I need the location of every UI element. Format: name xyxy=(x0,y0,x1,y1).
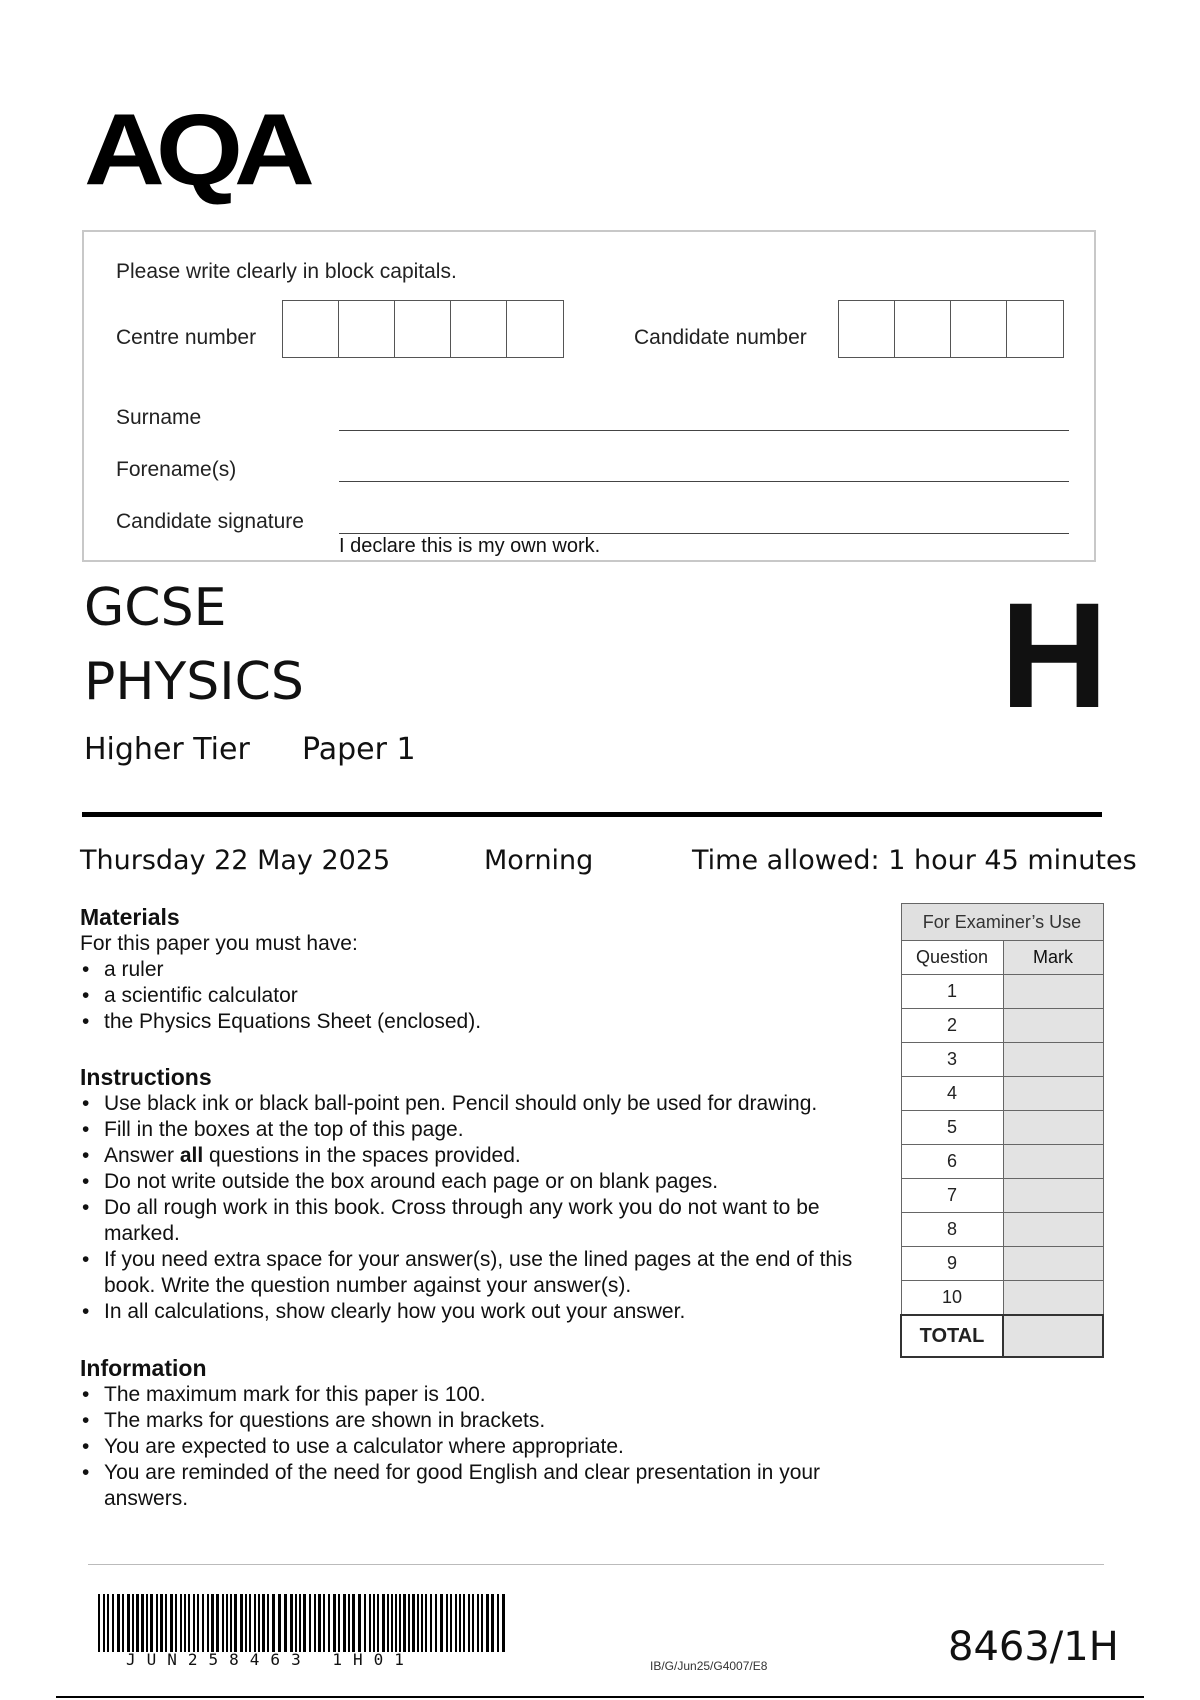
forenames-line[interactable] xyxy=(339,481,1069,482)
centre-digit-box[interactable] xyxy=(507,301,563,357)
centre-digit-box[interactable] xyxy=(283,301,339,357)
centre-number-boxes[interactable] xyxy=(282,300,564,358)
list-item: • The maximum mark for this paper is 100. xyxy=(80,1382,840,1408)
list-item: • Fill in the boxes at the top of this page. xyxy=(80,1117,870,1143)
candidate-digit-box[interactable] xyxy=(1007,301,1063,357)
table-row xyxy=(901,1009,1103,1043)
block-capitals-instruction: Please write clearly in block capitals. xyxy=(116,260,457,283)
question-number: 10 xyxy=(901,1281,1003,1316)
table-row xyxy=(901,1111,1103,1145)
centre-digit-box[interactable] xyxy=(451,301,507,357)
document-reference: IB/G/Jun25/G4007/E8 xyxy=(650,1659,768,1673)
mark-cell[interactable] xyxy=(1003,1145,1103,1179)
centre-digit-box[interactable] xyxy=(395,301,451,357)
mark-cell[interactable] xyxy=(1003,975,1103,1009)
signature-line[interactable] xyxy=(339,533,1069,534)
mark-cell[interactable] xyxy=(1003,1213,1103,1247)
list-item xyxy=(80,1143,870,1169)
mark-cell[interactable] xyxy=(1003,1247,1103,1281)
table-row xyxy=(901,1281,1103,1316)
candidate-details-box xyxy=(82,230,1096,562)
question-number: 5 xyxy=(901,1111,1003,1145)
centre-number-label: Centre number xyxy=(116,326,257,349)
list-item: • The marks for questions are shown in brackets. xyxy=(80,1408,840,1434)
time-allowed: Time allowed: 1 hour 45 minutes xyxy=(692,845,1137,876)
candidate-digit-box[interactable] xyxy=(895,301,951,357)
table-row xyxy=(901,1213,1103,1247)
subject-title: PHYSICS xyxy=(84,652,304,712)
list-item: • You are reminded of the need for good English and clear presentation in your answers. xyxy=(80,1460,840,1512)
list-item-text: Answer xyxy=(104,1144,180,1167)
question-number: 1 xyxy=(901,975,1003,1009)
tier-letter: H xyxy=(1000,571,1109,739)
examiner-use-table xyxy=(900,903,1104,1358)
examiner-use-heading: For Examiner’s Use xyxy=(901,904,1103,941)
question-number: 6 xyxy=(901,1145,1003,1179)
paper-code: 8463/1H xyxy=(948,1624,1119,1670)
candidate-digit-box[interactable] xyxy=(951,301,1007,357)
question-number: 8 xyxy=(901,1213,1003,1247)
question-number: 7 xyxy=(901,1179,1003,1213)
mark-cell[interactable] xyxy=(1003,1179,1103,1213)
total-mark-cell[interactable] xyxy=(1003,1315,1103,1357)
materials-intro: For this paper you must have: xyxy=(80,932,358,955)
tier-label: Higher Tier xyxy=(84,732,250,767)
table-row xyxy=(901,1043,1103,1077)
signature-label: Candidate signature xyxy=(116,510,304,533)
mark-column-header: Mark xyxy=(1003,941,1103,975)
question-column-header: Question xyxy=(901,941,1003,975)
declaration-text: I declare this is my own work. xyxy=(339,535,601,557)
centre-digit-box[interactable] xyxy=(339,301,395,357)
surname-line[interactable] xyxy=(339,430,1069,431)
list-item: • In all calculations, show clearly how you work out your answer. xyxy=(80,1299,870,1325)
table-row xyxy=(901,1247,1103,1281)
table-row xyxy=(901,1179,1103,1213)
qualification-title: GCSE xyxy=(84,578,227,638)
exam-date: Thursday 22 May 2025 xyxy=(80,845,391,876)
list-item: • You are expected to use a calculator where appropriate. xyxy=(80,1434,840,1460)
question-number: 2 xyxy=(901,1009,1003,1043)
exam-session: Morning xyxy=(484,845,594,876)
candidate-digit-box[interactable] xyxy=(839,301,895,357)
materials-heading: Materials xyxy=(80,904,180,930)
title-divider xyxy=(82,812,1102,817)
list-item: • a ruler xyxy=(80,957,880,983)
emphasis-all: all xyxy=(179,1144,204,1167)
mark-cell[interactable] xyxy=(1003,1111,1103,1145)
question-number: 9 xyxy=(901,1247,1003,1281)
table-row xyxy=(901,1077,1103,1111)
bottom-divider xyxy=(56,1696,1144,1698)
mark-cell[interactable] xyxy=(1003,1043,1103,1077)
list-item-text: questions in the spaces provided. xyxy=(203,1144,521,1167)
list-item: • If you need extra space for your answer(s), use the lined pages at the end of this book. Write the question number against your answer(s). xyxy=(80,1247,870,1299)
table-row xyxy=(901,1145,1103,1179)
paper-label: Paper 1 xyxy=(302,732,416,767)
aqa-logo: AQA xyxy=(84,93,306,207)
mark-cell[interactable] xyxy=(1003,1077,1103,1111)
candidate-number-label: Candidate number xyxy=(634,326,807,349)
barcode-icon xyxy=(98,1594,508,1652)
mark-cell[interactable] xyxy=(1003,1281,1103,1316)
list-item: • Use black ink or black ball-point pen. Pencil should only be used for drawing. xyxy=(80,1091,870,1117)
instructions-section xyxy=(80,1064,870,1325)
list-item: • a scientific calculator xyxy=(80,983,880,1009)
mark-cell[interactable] xyxy=(1003,1009,1103,1043)
candidate-number-boxes[interactable] xyxy=(838,300,1064,358)
question-number: 4 xyxy=(901,1077,1003,1111)
forenames-label: Forename(s) xyxy=(116,458,237,481)
table-row xyxy=(901,975,1103,1009)
surname-label: Surname xyxy=(116,406,202,429)
information-heading: Information xyxy=(80,1355,207,1381)
list-item: • the Physics Equations Sheet (enclosed). xyxy=(80,1009,880,1035)
barcode-text: JUN258463 1H01 xyxy=(126,1650,415,1669)
list-item: • Do not write outside the box around each page or on blank pages. xyxy=(80,1169,870,1195)
total-label: TOTAL xyxy=(901,1315,1003,1357)
materials-section xyxy=(80,904,880,1035)
instructions-heading: Instructions xyxy=(80,1064,212,1090)
information-section xyxy=(80,1355,840,1512)
list-item: • Do all rough work in this book. Cross through any work you do not want to be marked. xyxy=(80,1195,870,1247)
total-row xyxy=(901,1315,1103,1357)
footer-divider xyxy=(88,1564,1104,1565)
question-number: 3 xyxy=(901,1043,1003,1077)
